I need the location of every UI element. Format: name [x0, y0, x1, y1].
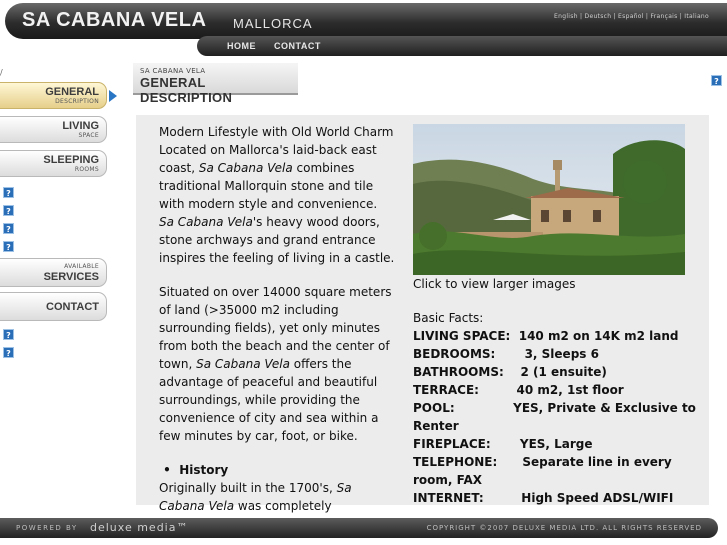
help-icon[interactable]: ? [3, 347, 14, 358]
fact-terrace: TERRACE: 40 m2, 1st floor [413, 383, 624, 397]
villa-photo[interactable] [413, 124, 685, 275]
sidebar-item-label: LIVING [62, 120, 99, 132]
help-icon[interactable]: ? [3, 329, 14, 340]
page-title: GENERAL DESCRIPTION [140, 75, 233, 105]
page-heading [133, 63, 298, 105]
fact-fireplace: FIREPLACE: YES, Large [413, 437, 593, 451]
active-arrow-icon [109, 90, 117, 102]
fact-bathrooms: BATHROOMS: 2 (1 ensuite) [413, 365, 607, 379]
stray-mark: / [0, 68, 3, 77]
help-icon[interactable]: ? [3, 205, 14, 216]
sidebar-item-sleeping[interactable] [0, 150, 107, 177]
top-nav [227, 41, 321, 51]
site-footer [0, 518, 718, 538]
intro-paragraph: Modern Lifestyle with Old World Charm Located on Mallorca's laid-back east coast, Sa Cabana Vela combines traditional Mallorquin stone and tile with modern style and convenience. Sa Cabana Vela's heavy wood doors, stone archways and grand entrance inspires the feeling of living in a castle. [159, 125, 395, 265]
fact-pool: POOL: YES, Private & Exclusive to Renter [413, 401, 701, 433]
nav-home-link[interactable]: HOME [227, 41, 256, 51]
copyright-text: COPYRIGHT ©2007 DELUXE MEDIA LTD. ALL RIGHTS RESERVED [426, 524, 702, 532]
sidebar-item-sublabel: DESCRIPTION [55, 98, 99, 105]
fact-telephone: TELEPHONE: Separate line in every room, FAX [413, 455, 676, 487]
history-paragraph: Originally built in the 1700's, Sa Cabana Vela was completely [159, 481, 352, 513]
help-icon[interactable]: ? [3, 241, 14, 252]
help-icon[interactable]: ? [3, 223, 14, 234]
sidebar-item-label: GENERAL [45, 86, 99, 98]
site-title[interactable]: SA CABANA VELA [22, 9, 207, 31]
fact-living-space: LIVING SPACE: 140 m2 on 14K m2 land [413, 329, 679, 343]
sidebar-item-sublabel: ROOMS [74, 166, 99, 173]
help-icon[interactable]: ? [711, 75, 722, 86]
page-heading-sub: SA CABANA VELA [140, 67, 206, 75]
history-heading: • History [159, 463, 229, 477]
basic-facts [413, 309, 703, 507]
sidebar-item-label: SLEEPING [43, 154, 99, 166]
powered-by-label: POWERED BY [16, 524, 78, 532]
sidebar-item-sublabel: AVAILABLE [64, 263, 99, 270]
deluxe-media-link[interactable]: deluxe media™ [90, 521, 189, 534]
sidebar-item-living[interactable] [0, 116, 107, 143]
sidebar-item-general[interactable] [0, 82, 107, 109]
site-subtitle: MALLORCA [233, 16, 313, 31]
fact-bedrooms: BEDROOMS: 3, Sleeps 6 [413, 347, 599, 361]
photo-caption-link[interactable]: Click to view larger images [413, 277, 576, 291]
facts-title: Basic Facts: [413, 311, 484, 325]
description-text [159, 123, 395, 533]
help-icon[interactable]: ? [3, 187, 14, 198]
sidebar-item-services[interactable] [0, 258, 107, 287]
sidebar-item-contact[interactable] [0, 292, 107, 321]
location-paragraph: Situated on over 14000 square meters of land (>35000 m2 including surrounding fields), yet only minutes from both the beach and the center of town, Sa Cabana Vela offers the advantage of peaceful and beautiful surroundings, while providing the convenience of city and sea within a few minutes by car, foot, or bike. [159, 285, 392, 443]
sidebar-item-label: SERVICES [43, 271, 99, 283]
content-panel [136, 115, 709, 513]
sidebar-item-label: CONTACT [46, 301, 99, 313]
fact-internet: INTERNET: High Speed ADSL/WIFI [413, 491, 674, 505]
site-header [5, 3, 727, 55]
language-selector[interactable]: English | Deutsch | Español | Français | Italiano [554, 13, 709, 20]
sidebar-item-sublabel: SPACE [78, 132, 99, 139]
nav-contact-link[interactable]: CONTACT [274, 41, 321, 51]
